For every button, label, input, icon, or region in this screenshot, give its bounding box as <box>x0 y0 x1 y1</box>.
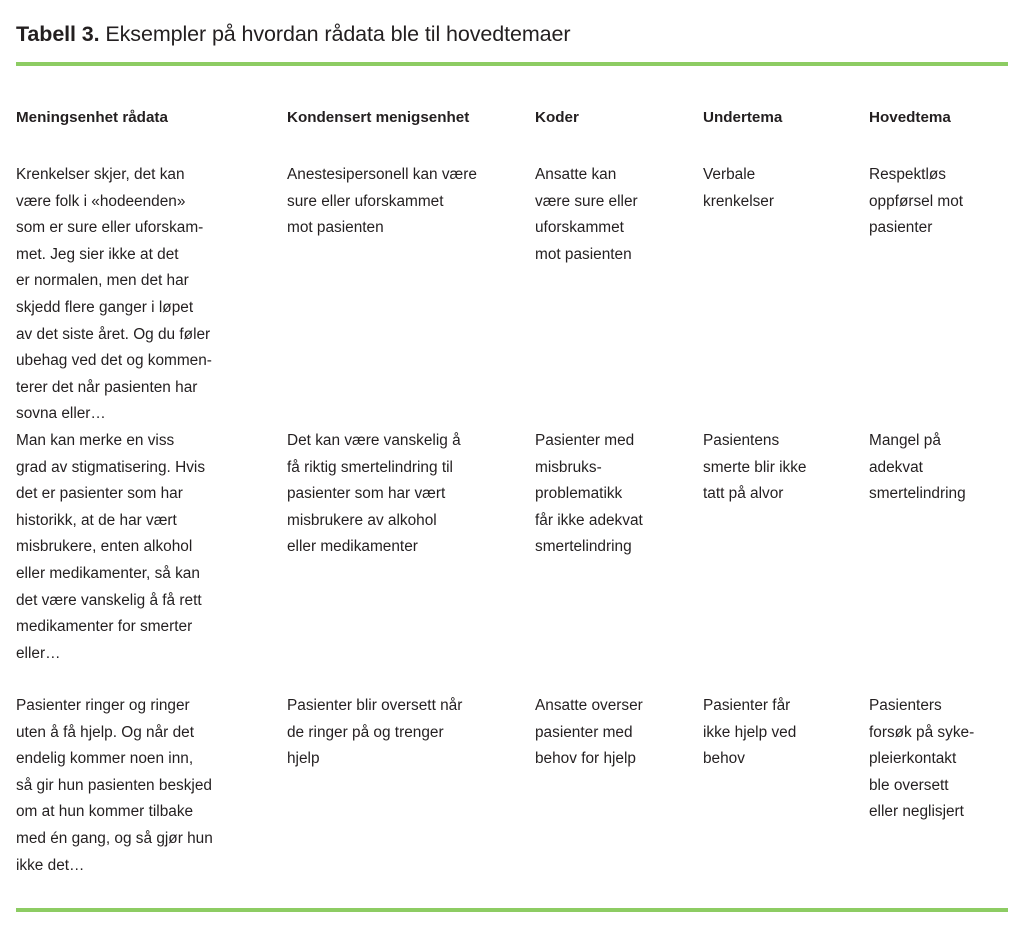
cell-line: Ansatte kan <box>535 166 617 183</box>
cell-hovedtema <box>869 693 1019 826</box>
table-caption-label: Tabell 3. <box>16 22 100 46</box>
cell-line: får ikke adekvat <box>535 511 643 529</box>
cell-koder <box>535 428 695 561</box>
cell-line: det er pasienter som har <box>16 485 183 503</box>
cell-line: smerte blir ikke <box>703 458 807 476</box>
cell-line: Krenkelser skjer, det kan <box>16 166 185 183</box>
cell-line: oppførsel mot <box>869 192 964 210</box>
cell-line: historikk, at de har vært <box>16 511 177 529</box>
cell-line: eller medikamenter, så kan <box>16 564 200 582</box>
cell-line: endelig kommer noen inn, <box>16 750 194 768</box>
cell-line: mot pasienten <box>535 245 632 263</box>
cell-line: misbrukere, enten alkohol <box>16 538 193 556</box>
cell-line: eller neglisjert <box>869 803 964 821</box>
cell-undertema <box>703 693 861 773</box>
cell-line: Mangel på <box>869 432 941 449</box>
cell-line: medikamenter for smerter <box>16 618 193 636</box>
cell-line: smertelindring <box>535 538 632 556</box>
column-header-hovedtema: Hovedtema <box>869 109 951 126</box>
cell-line: behov for hjelp <box>535 750 636 768</box>
column-header-koder: Koder <box>535 109 579 126</box>
cell-line: sovna eller… <box>16 405 106 423</box>
cell-line: pleierkontakt <box>869 750 957 768</box>
cell-line: Man kan merke en viss <box>16 432 175 449</box>
cell-line: så gir hun pasienten beskjed <box>16 776 212 794</box>
cell-line: problematikk <box>535 485 623 503</box>
cell-line: skjedd flere ganger i løpet <box>16 298 194 316</box>
cell-line: Pasienters <box>869 697 942 714</box>
cell-hovedtema <box>869 162 1019 242</box>
cell-line: forsøk på syke- <box>869 723 975 741</box>
cell-meningsenhet-radata <box>16 162 278 428</box>
cell-line: hjelp <box>287 750 320 768</box>
cell-koder <box>535 693 695 773</box>
cell-line: mot pasienten <box>287 219 384 237</box>
cell-line: ikke hjelp ved <box>703 723 797 741</box>
cell-line: smertelindring <box>869 485 966 503</box>
cell-line: pasienter med <box>535 723 633 741</box>
cell-line: Pasienter får <box>703 697 791 714</box>
cell-line: ikke det… <box>16 856 85 874</box>
cell-line: uten å få hjelp. Og når det <box>16 723 194 741</box>
cell-line: om at hun kommer tilbake <box>16 803 194 821</box>
cell-koder <box>535 162 695 268</box>
cell-line: Verbale <box>703 166 756 183</box>
cell-kondensert-menigsenhet <box>287 162 527 242</box>
cell-line: pasienter <box>869 219 933 237</box>
cell-kondensert-menigsenhet <box>287 428 527 561</box>
cell-line: av det siste året. Og du føler <box>16 325 211 343</box>
cell-undertema <box>703 162 861 215</box>
cell-line: de ringer på og trenger <box>287 723 444 741</box>
cell-line: behov <box>703 750 745 768</box>
cell-line: det være vanskelig å få rett <box>16 591 202 609</box>
cell-line: få riktig smertelindring til <box>287 458 453 476</box>
cell-line: med én gang, og så gjør hun <box>16 829 213 847</box>
cell-line: pasienter som har vært <box>287 485 446 503</box>
cell-line: tatt på alvor <box>703 485 784 503</box>
column-header-kondensert-menigsenhet: Kondensert menigsenhet <box>287 109 470 126</box>
cell-line: ble oversett <box>869 776 949 794</box>
cell-line: Pasienter blir oversett når <box>287 697 463 714</box>
cell-line: eller medikamenter <box>287 538 418 556</box>
cell-line: sure eller uforskammet <box>287 192 444 210</box>
cell-line: misbrukere av alkohol <box>287 511 437 529</box>
cell-meningsenhet-radata <box>16 428 278 667</box>
cell-line: være sure eller <box>535 192 638 210</box>
cell-line: Pasientens <box>703 432 780 449</box>
cell-line: ubehag ved det og kommen- <box>16 352 212 370</box>
cell-line: adekvat <box>869 458 923 476</box>
column-header-undertema: Undertema <box>703 109 783 126</box>
cell-undertema <box>703 428 861 508</box>
cell-line: som er sure eller uforskam- <box>16 219 204 237</box>
cell-line: Anestesipersonell kan være <box>287 166 477 183</box>
cell-meningsenhet-radata <box>16 693 278 879</box>
cell-line: Respektløs <box>869 166 946 183</box>
cell-line: være folk i «hodeenden» <box>16 192 186 210</box>
table-caption-text: Eksempler på hvordan rådata ble til hovedtemaer <box>105 22 571 46</box>
cell-line: Ansatte overser <box>535 697 643 714</box>
cell-line: Pasienter med <box>535 432 635 449</box>
cell-hovedtema <box>869 428 1019 508</box>
table-bottom-rule <box>16 908 1008 912</box>
cell-line: met. Jeg sier ikke at det <box>16 245 179 263</box>
cell-line: Det kan være vanskelig å <box>287 432 461 449</box>
cell-line: misbruks- <box>535 458 602 476</box>
cell-line: uforskammet <box>535 219 624 237</box>
cell-line: terer det når pasienten har <box>16 378 198 396</box>
cell-kondensert-menigsenhet <box>287 693 527 773</box>
cell-line: er normalen, men det har <box>16 272 189 290</box>
cell-line: Pasienter ringer og ringer <box>16 697 190 714</box>
column-header-meningsenhet-radata: Meningsenhet rådata <box>16 109 168 126</box>
cell-line: eller… <box>16 644 61 662</box>
cell-line: krenkelser <box>703 192 774 210</box>
cell-line: grad av stigmatisering. Hvis <box>16 458 206 476</box>
